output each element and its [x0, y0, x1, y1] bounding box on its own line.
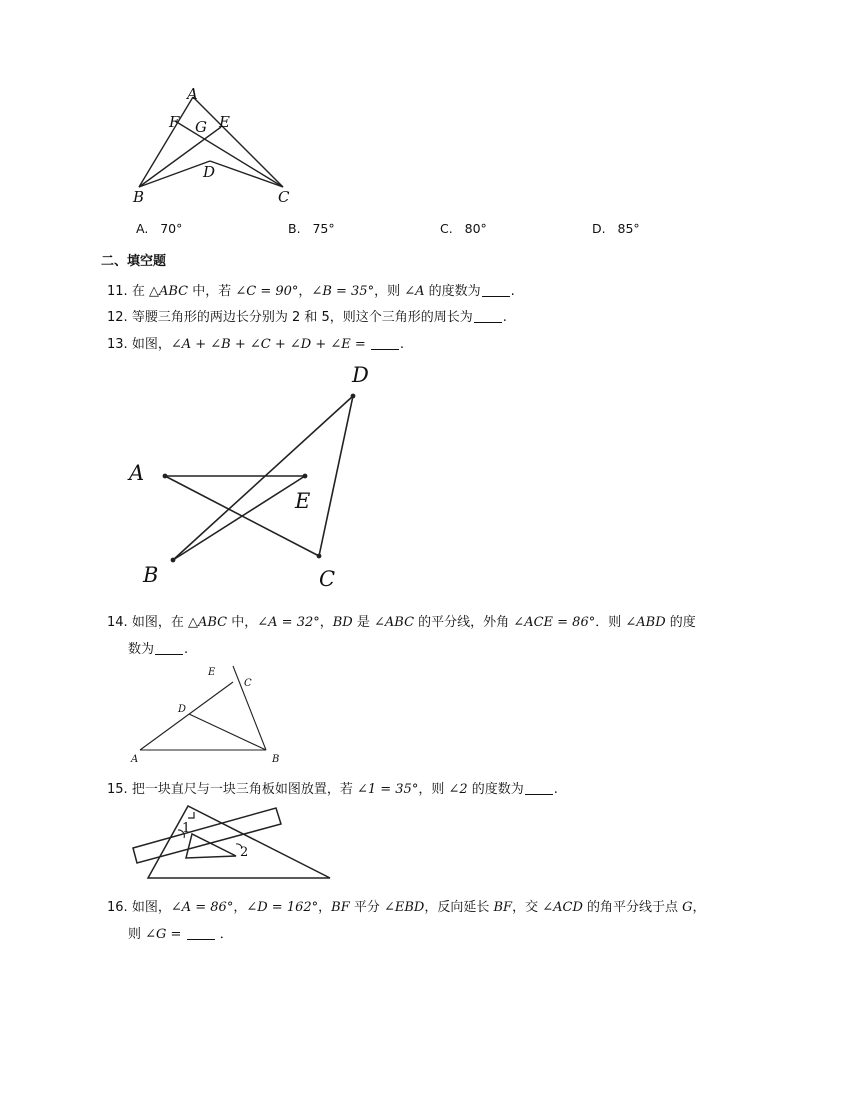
math: ∠ABC [374, 615, 415, 630]
math: ∠ACE = 86° [513, 615, 596, 630]
option-value: 75° [312, 221, 335, 236]
option-letter: D. [592, 221, 606, 236]
text: 数为 [128, 642, 155, 657]
q10-option-a[interactable] [136, 221, 182, 236]
text: 的角平分线于点 [582, 900, 683, 915]
q15-label-2: 2 [240, 845, 249, 860]
question-number: 15. [107, 782, 128, 797]
q15-diagram [128, 800, 338, 882]
answer-blank[interactable] [187, 927, 215, 940]
text: 的度数为 [467, 782, 524, 797]
q10-diagram [125, 85, 295, 210]
text: ，则 [374, 284, 405, 299]
option-letter: C. [440, 221, 453, 236]
math: ∠D = 162° [246, 900, 319, 915]
math: ∠A + ∠B + ∠C + ∠D + ∠E = [170, 337, 366, 352]
text: ，交 [512, 900, 543, 915]
q10-label-a: A [187, 85, 198, 103]
text: 的平分线，外角 [414, 615, 514, 630]
text: 在 [131, 284, 149, 299]
q10-label-c: C [278, 188, 290, 206]
question-14-line2 [128, 638, 188, 657]
question-14 [107, 611, 696, 630]
text: 中，若 [188, 284, 236, 299]
question-12 [107, 306, 507, 325]
q14-label-b: B [272, 754, 280, 765]
text: . [502, 310, 507, 325]
math: ∠B = 35° [311, 284, 375, 299]
q13-diagram [125, 360, 369, 592]
q13-label-e: E [295, 489, 311, 513]
q13-figure [125, 360, 369, 592]
text: ， [298, 284, 312, 299]
text: ．则 [595, 615, 626, 630]
q14-label-c: C [244, 678, 252, 689]
option-value: 80° [464, 221, 487, 236]
q15-label-1: 1 [182, 821, 191, 836]
q14-label-d: D [178, 704, 187, 715]
text: 如图， [131, 337, 171, 352]
question-number: 14. [107, 615, 128, 630]
q14-label-e: E [208, 667, 216, 678]
math: G [682, 900, 693, 915]
q13-label-d: D [352, 363, 369, 387]
option-letter: A. [136, 221, 149, 236]
text: ， [233, 900, 247, 915]
q10-label-e: E [219, 113, 230, 131]
option-letter: B. [288, 221, 301, 236]
q14-label-a: A [131, 754, 139, 765]
answer-blank[interactable] [525, 782, 553, 795]
q14-diagram [128, 662, 288, 766]
q10-label-g: G [195, 118, 207, 136]
math: ∠A [404, 284, 425, 299]
text: ，则 [418, 782, 449, 797]
text: . [553, 782, 558, 797]
text: 是 [352, 615, 374, 630]
math: BF [493, 900, 513, 915]
question-number: 12. [107, 310, 128, 325]
q15-figure [128, 800, 338, 882]
text: 如图，在 [131, 615, 188, 630]
q13-label-a: A [129, 461, 145, 485]
q10-label-f: F [169, 113, 180, 131]
math: ∠2 [448, 782, 468, 797]
math: ∠ACD [542, 900, 583, 915]
q14-figure [128, 662, 288, 766]
q10-label-b: B [133, 188, 145, 206]
q10-option-d[interactable] [592, 221, 640, 236]
question-number: 13. [107, 337, 128, 352]
math: △ABC [187, 615, 228, 630]
question-number: 16. [107, 900, 128, 915]
question-15 [107, 778, 558, 797]
text: 把一块直尺与一块三角板如图放置，若 [131, 782, 357, 797]
question-11 [107, 280, 515, 299]
math: ∠A = 32° [257, 615, 320, 630]
text: ，反向延长 [424, 900, 494, 915]
text: . [510, 284, 515, 299]
text: . [184, 642, 189, 657]
q13-label-b: B [143, 563, 159, 587]
text: 平分 [349, 900, 384, 915]
math: BD [332, 615, 353, 630]
answer-blank[interactable] [155, 642, 183, 655]
math: ∠A = 86° [170, 900, 234, 915]
answer-blank[interactable] [482, 284, 510, 297]
q13-label-c: C [319, 567, 336, 591]
q10-label-d: D [203, 163, 216, 181]
math: ∠1 = 35° [356, 782, 419, 797]
text: 则 [128, 927, 146, 942]
text: 等腰三角形的两边长分别为 2 和 5，则这个三角形的周长为 [131, 310, 473, 325]
q10-figure [125, 85, 295, 210]
math: ∠ABD [625, 615, 666, 630]
question-13 [107, 333, 404, 352]
question-16-line2 [128, 923, 233, 942]
math: ∠C = 90° [235, 284, 299, 299]
answer-blank[interactable] [474, 310, 502, 323]
text: ， [692, 900, 706, 915]
q10-option-c[interactable] [440, 221, 487, 236]
text: . [399, 337, 405, 352]
text: ， [318, 900, 332, 915]
math: BF [331, 900, 350, 915]
text: 中， [227, 615, 258, 630]
text: ． [219, 927, 233, 942]
answer-blank[interactable] [371, 337, 399, 350]
text: 如图， [131, 900, 171, 915]
text: 的度数为 [424, 284, 481, 299]
math: ∠EBD [384, 900, 425, 915]
question-16 [107, 896, 706, 915]
option-value: 70° [160, 221, 183, 236]
math: △ABC [148, 284, 189, 299]
math: ∠G = [145, 927, 182, 942]
text: ， [319, 615, 333, 630]
section-title: 二、填空题 [101, 254, 167, 269]
q10-option-b[interactable] [288, 221, 335, 236]
option-value: 85° [617, 221, 640, 236]
question-number: 11. [107, 284, 128, 299]
text: 的度 [665, 615, 696, 630]
